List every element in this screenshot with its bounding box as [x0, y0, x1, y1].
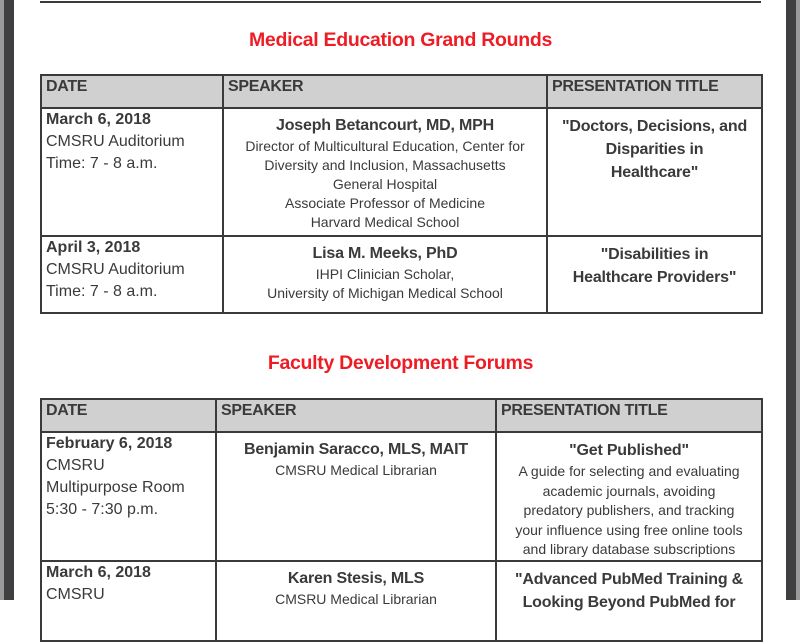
date-cell	[41, 236, 223, 313]
speaker-name: Benjamin Saracco, MLS, MAIT	[244, 441, 468, 458]
table-header-row	[41, 399, 762, 432]
table-row	[41, 561, 762, 641]
speaker-name: Joseph Betancourt, MD, MPH	[276, 117, 494, 134]
section-title-grand-rounds: Medical Education Grand Rounds	[248, 29, 553, 51]
table-header-row	[41, 75, 762, 108]
speaker-affiliation: Harvard Medical School	[310, 214, 460, 230]
presentation-title-line: Healthcare Providers"	[572, 269, 737, 286]
presentation-title-line: "Doctors, Decisions, and	[561, 118, 748, 135]
viewer-frame-right-edge	[796, 0, 800, 600]
event-time: 5:30 - 7:30 p.m.	[46, 501, 159, 518]
speaker-affiliation: University of Michigan Medical School	[267, 285, 503, 301]
description-line: and library database subscriptions	[522, 541, 736, 557]
title-cell	[496, 561, 762, 641]
title-cell	[547, 236, 762, 313]
table-row	[41, 236, 762, 313]
description-line: predatory publishers, and tracking	[523, 502, 735, 518]
header-date: DATE	[41, 399, 216, 432]
title-cell	[547, 108, 762, 236]
table-row	[41, 108, 762, 236]
date-cell	[41, 561, 216, 641]
event-date: March 6, 2018	[46, 111, 151, 128]
table-row	[41, 432, 762, 561]
header-presentation-title: PRESENTATION TITLE	[496, 399, 762, 432]
event-time: Time: 7 - 8 a.m.	[46, 155, 158, 172]
event-location: CMSRU Auditorium	[46, 261, 185, 278]
date-cell	[41, 432, 216, 561]
speaker-affiliation: IHPI Clinician Scholar,	[315, 266, 455, 282]
presentation-title	[501, 562, 757, 614]
header-date: DATE	[41, 75, 223, 108]
event-location: CMSRU	[46, 585, 105, 603]
date-cell	[41, 108, 223, 236]
header-speaker: SPEAKER	[223, 75, 547, 108]
speaker-cell	[216, 561, 496, 641]
speaker-cell	[223, 236, 547, 313]
speaker-cell	[216, 432, 496, 561]
event-location: Multipurpose Room	[46, 479, 185, 496]
speaker-name: Karen Stesis, MLS	[287, 569, 425, 587]
top-divider	[40, 1, 761, 3]
presentation-title-line: "Disabilities in	[600, 246, 709, 263]
presentation-title-line: "Advanced PubMed Training &	[515, 570, 743, 588]
presentation-title-line: Healthcare"	[610, 164, 699, 181]
header-speaker: SPEAKER	[216, 399, 496, 432]
speaker-affiliation: Diversity and Inclusion, Massachusetts	[264, 157, 506, 173]
event-date: February 6, 2018	[46, 435, 173, 452]
event-date: March 6, 2018	[46, 563, 151, 581]
grand-rounds-table	[40, 74, 763, 314]
viewer-frame-right	[786, 0, 796, 600]
presentation-title-line: Looking Beyond PubMed for	[522, 593, 736, 611]
speaker-affiliation: Associate Professor of Medicine	[285, 195, 485, 211]
section-title-faculty-forums: Faculty Development Forums	[267, 352, 534, 374]
event-location: CMSRU Auditorium	[46, 133, 185, 150]
presentation-title: "Get Published"	[569, 442, 689, 459]
speaker-name: Lisa M. Meeks, PhD	[312, 245, 458, 262]
speaker-affiliation: Director of Multicultural Education, Center for	[245, 138, 525, 154]
presentation-title-line: Disparities in	[605, 141, 704, 158]
presentation-title	[552, 237, 757, 289]
presentation-title	[552, 109, 757, 184]
speaker-cell	[223, 108, 547, 236]
speaker-affiliation: CMSRU Medical Librarian	[275, 462, 437, 478]
event-time: Time: 7 - 8 a.m.	[46, 283, 158, 300]
event-date: April 3, 2018	[46, 239, 141, 256]
speaker-affiliation: General Hospital	[332, 176, 438, 192]
faculty-forums-table	[40, 398, 763, 642]
description-line: your influence using free online tools	[515, 521, 743, 538]
speaker-affiliation: CMSRU Medical Librarian	[275, 590, 437, 607]
presentation-description	[501, 462, 757, 560]
event-location: CMSRU	[46, 457, 105, 474]
description-line: academic journals, avoiding	[542, 482, 716, 499]
title-cell	[496, 432, 762, 561]
viewer-frame-left	[4, 0, 14, 600]
description-line: A guide for selecting and evaluating	[518, 463, 740, 479]
header-presentation-title: PRESENTATION TITLE	[547, 75, 762, 108]
